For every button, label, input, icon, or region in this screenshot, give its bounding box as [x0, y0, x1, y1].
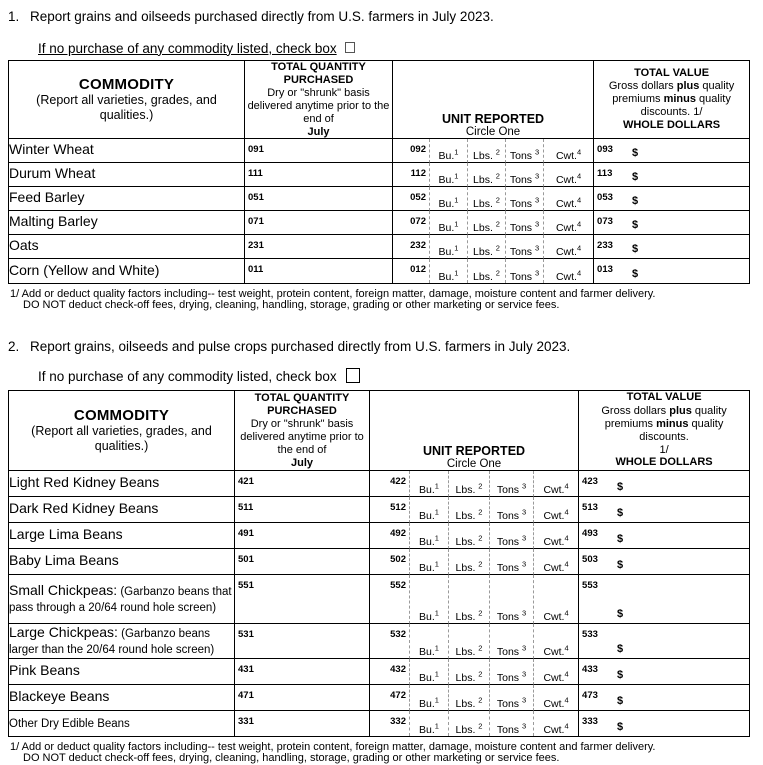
unit-option-bushels[interactable]: Bu.$^1$ — [429, 211, 467, 235]
unit-option-tons[interactable]: Tons $^3$ — [505, 163, 543, 187]
value-item-code: 473 — [582, 689, 598, 701]
unit-code-cell — [369, 659, 409, 685]
table-row — [9, 685, 749, 711]
quantity-entry-cell[interactable] — [234, 471, 369, 497]
table-row — [9, 497, 749, 523]
commodity-cell: Dark Red Kidney Beans — [9, 497, 234, 523]
table-row — [9, 187, 749, 211]
table-1-header-row — [9, 61, 749, 139]
dollar-sign: $ — [632, 218, 639, 231]
value-entry-cell[interactable] — [578, 685, 749, 711]
value-item-code: 053 — [597, 191, 613, 203]
dollar-sign: $ — [632, 146, 639, 159]
commodity-cell: Winter Wheat — [9, 139, 244, 163]
section-1-number: 1. — [8, 9, 20, 24]
dollar-sign: $ — [617, 506, 624, 519]
quantity-item-code: 501 — [238, 553, 254, 565]
unit-code-cell — [392, 163, 429, 187]
value-entry-cell[interactable] — [578, 523, 749, 549]
footnote-reference: 1/ — [659, 443, 669, 456]
section-2-no-purchase-line — [38, 368, 756, 384]
unit-code-cell — [369, 549, 409, 575]
table-row — [9, 659, 749, 685]
unit-code-cell — [369, 471, 409, 497]
quantity-item-code: 531 — [238, 628, 254, 640]
quantity-item-code: 111 — [248, 167, 263, 179]
footnote-line-2: DO NOT deduct check-off fees, drying, cleaning, handling, storage, grading or other marketing or service fees. — [23, 752, 560, 765]
unit-option-cwt[interactable]: Cwt.$^4$ — [543, 211, 593, 235]
unit-option-bushels[interactable]: Bu.$^1$ — [429, 235, 467, 259]
quantity-entry-cell[interactable] — [244, 187, 392, 211]
value-item-code: 333 — [582, 715, 598, 727]
quantity-entry-cell[interactable] — [244, 211, 392, 235]
value-entry-cell[interactable] — [578, 711, 749, 736]
quantity-item-code: 071 — [248, 215, 264, 227]
unit-option-tons[interactable]: Tons $^3$ — [489, 575, 533, 624]
unit-code-cell — [369, 497, 409, 523]
unit-code-cell — [369, 685, 409, 711]
unit-item-code: 072 — [410, 215, 426, 227]
value-entry-cell[interactable] — [578, 549, 749, 575]
dollar-sign: $ — [617, 642, 624, 655]
dollar-sign: $ — [617, 668, 624, 681]
unit-item-code: 332 — [390, 715, 406, 727]
no-purchase-label-2: If no purchase of any commodity listed, check box — [38, 369, 337, 385]
table-row — [9, 163, 749, 187]
unit-option-tons[interactable]: Tons $^3$ — [505, 259, 543, 283]
unit-option-cwt[interactable]: Cwt.$^4$ — [543, 163, 593, 187]
table-row — [9, 575, 749, 624]
unit-option-tons[interactable]: Tons $^3$ — [489, 471, 533, 497]
value-item-code: 433 — [582, 663, 598, 675]
unit-option-tons[interactable]: Tons $^3$ — [505, 235, 543, 259]
unit-option-tons[interactable]: Tons $^3$ — [489, 711, 533, 736]
unit-option-tons[interactable]: Tons $^3$ — [489, 549, 533, 575]
unit-option-cwt[interactable]: Cwt.$^4$ — [533, 471, 578, 497]
no-purchase-checkbox-1[interactable] — [345, 42, 355, 53]
unit-option-cwt[interactable]: Cwt.$^4$ — [543, 187, 593, 211]
commodity-cell: Oats — [9, 235, 244, 259]
commodity-cell: Light Red Kidney Beans — [9, 471, 234, 497]
value-entry-cell[interactable] — [593, 187, 749, 211]
unit-reported-column-header: UNIT REPORTED Circle One — [369, 391, 578, 470]
dollar-sign: $ — [617, 607, 624, 620]
unit-code-cell — [392, 211, 429, 235]
unit-option-pounds[interactable]: Lbs. $^2$ — [448, 711, 489, 736]
value-item-code: 533 — [582, 628, 598, 640]
unit-option-bushels[interactable]: Bu.$^1$ — [409, 471, 448, 497]
value-item-code: 423 — [582, 475, 598, 487]
table-row — [9, 471, 749, 497]
unit-item-code: 532 — [390, 628, 406, 640]
value-entry-cell[interactable] — [593, 211, 749, 235]
commodity-cell: Feed Barley — [9, 187, 244, 211]
commodity-cell: Pink Beans — [9, 659, 234, 685]
value-entry-cell[interactable] — [593, 139, 749, 163]
unit-option-pounds[interactable]: Lbs. $^2$ — [467, 235, 505, 259]
value-item-code: 093 — [597, 143, 613, 155]
commodity-cell: Malting Barley — [9, 211, 244, 235]
no-purchase-checkbox-2[interactable] — [346, 368, 360, 383]
quantity-entry-cell[interactable] — [244, 235, 392, 259]
unit-option-tons[interactable]: Tons $^3$ — [505, 211, 543, 235]
unit-option-bushels[interactable]: Bu.$^1$ — [409, 523, 448, 549]
table-row — [9, 523, 749, 549]
unit-option-bushels[interactable]: Bu.$^1$ — [409, 575, 448, 624]
unit-option-bushels[interactable]: Bu.$^1$ — [429, 163, 467, 187]
quantity-entry-cell[interactable] — [234, 549, 369, 575]
unit-item-code: 492 — [390, 527, 406, 539]
quantity-entry-cell[interactable] — [244, 259, 392, 283]
value-item-code: 503 — [582, 553, 598, 565]
section-2-number: 2. — [8, 338, 20, 354]
quantity-entry-cell[interactable] — [244, 163, 392, 187]
commodity-column-header: COMMODITY (Report all varieties, grades, and qualities.) — [9, 391, 234, 470]
unit-option-tons[interactable]: Tons $^3$ — [489, 685, 533, 711]
unit-item-code: 232 — [410, 239, 426, 251]
unit-option-pounds[interactable]: Lbs. $^2$ — [448, 575, 489, 624]
unit-option-tons[interactable]: Tons $^3$ — [505, 139, 543, 163]
unit-option-bushels[interactable]: Bu.$^1$ — [409, 711, 448, 736]
commodity-cell: Baby Lima Beans — [9, 549, 234, 575]
unit-option-tons[interactable]: Tons $^3$ — [489, 624, 533, 659]
unit-option-pounds[interactable]: Lbs. $^2$ — [448, 497, 489, 523]
value-item-code: 113 — [597, 167, 613, 179]
value-entry-cell[interactable] — [578, 471, 749, 497]
quantity-entry-cell[interactable] — [234, 659, 369, 685]
grains-oilseeds-table — [8, 60, 750, 284]
quantity-item-code: 491 — [238, 527, 254, 539]
commodity-cell: Durum Wheat — [9, 163, 244, 187]
unit-code-cell — [392, 187, 429, 211]
unit-option-bushels[interactable]: Bu.$^1$ — [429, 187, 467, 211]
table-row — [9, 711, 749, 736]
unit-option-cwt[interactable]: Cwt.$^4$ — [543, 139, 593, 163]
unit-option-bushels[interactable]: Bu.$^1$ — [409, 624, 448, 659]
quantity-item-code: 421 — [238, 475, 254, 487]
unit-option-pounds[interactable]: Lbs. $^2$ — [467, 187, 505, 211]
value-entry-cell[interactable] — [593, 235, 749, 259]
footnote-line-1: 1/ Add or deduct quality factors including-- test weight, protein content, foreign matter, damage, moisture content and farmer delivery. — [10, 287, 656, 300]
unit-option-bushels[interactable]: Bu.$^1$ — [429, 139, 467, 163]
quantity-entry-cell[interactable] — [234, 497, 369, 523]
unit-option-bushels[interactable]: Bu.$^1$ — [409, 549, 448, 575]
commodity-cell: Large Chickpeas: (Garbanzo beans larger than the 20/64 round hole screen) — [9, 624, 234, 659]
quantity-entry-cell[interactable] — [234, 685, 369, 711]
no-purchase-label-1: If no purchase of any commodity listed, check box — [38, 40, 337, 56]
unit-option-pounds[interactable]: Lbs. $^2$ — [467, 139, 505, 163]
unit-item-code: 112 — [410, 167, 426, 179]
value-entry-cell[interactable] — [578, 497, 749, 523]
unit-item-code: 422 — [390, 475, 406, 487]
commodity-cell: Large Lima Beans — [9, 523, 234, 549]
table-row — [9, 624, 749, 659]
unit-option-cwt[interactable]: Cwt.$^4$ — [533, 685, 578, 711]
unit-code-cell — [369, 624, 409, 659]
dollar-sign: $ — [632, 170, 639, 183]
section-1-title — [8, 9, 756, 25]
table-row — [9, 211, 749, 235]
unit-code-cell — [392, 259, 429, 283]
dollar-sign: $ — [617, 694, 624, 707]
dollar-sign: $ — [632, 267, 639, 280]
unit-item-code: 092 — [410, 143, 426, 155]
unit-option-bushels[interactable]: Bu.$^1$ — [409, 685, 448, 711]
value-item-code: 233 — [597, 239, 613, 251]
quantity-item-code: 051 — [248, 191, 264, 203]
commodity-column-header: COMMODITY (Report all varieties, grades, and qualities.) — [9, 61, 244, 139]
quantity-entry-cell[interactable] — [244, 139, 392, 163]
unit-code-cell — [369, 523, 409, 549]
dollar-sign: $ — [617, 480, 624, 493]
quantity-entry-cell[interactable] — [234, 575, 369, 624]
value-item-code: 493 — [582, 527, 598, 539]
value-entry-cell[interactable] — [578, 575, 749, 624]
unit-item-code: 512 — [390, 501, 406, 513]
unit-option-bushels[interactable]: Bu.$^1$ — [429, 259, 467, 283]
table-row — [9, 259, 749, 283]
dollar-sign: $ — [617, 558, 624, 571]
unit-option-cwt[interactable]: Cwt.$^4$ — [533, 659, 578, 685]
section-2-title — [8, 339, 756, 355]
section-1-no-purchase-line — [38, 41, 756, 56]
unit-option-pounds[interactable]: Lbs. $^2$ — [448, 523, 489, 549]
unit-code-cell — [369, 575, 409, 624]
quantity-item-code: 231 — [248, 239, 264, 251]
unit-option-cwt[interactable]: Cwt.$^4$ — [543, 235, 593, 259]
footnote-line-1: 1/ Add or deduct quality factors including-- test weight, protein content, foreign matter, damage, moisture content and farmer delivery. — [10, 740, 656, 753]
total-quantity-column-header: TOTAL QUANTITY PURCHASED Dry or "shrunk" basis delivered anytime prior to the end of July — [244, 61, 392, 139]
quantity-item-code: 331 — [238, 715, 254, 727]
unit-item-code: 052 — [410, 191, 426, 203]
unit-item-code: 552 — [390, 579, 406, 591]
unit-reported-column-header: UNIT REPORTED Circle One — [392, 61, 593, 139]
quantity-item-code: 091 — [248, 143, 264, 155]
total-value-column-header: TOTAL VALUE Gross dollars plus quality premiums minus quality discounts. 1/ WHOLE DOLLARS — [593, 61, 749, 139]
value-item-code: 513 — [582, 501, 598, 513]
value-item-code: 073 — [597, 215, 613, 227]
pulse-crops-table — [8, 390, 750, 736]
commodity-cell: Corn (Yellow and White) — [9, 261, 160, 278]
unit-option-cwt[interactable]: Cwt.$^4$ — [533, 497, 578, 523]
value-entry-cell[interactable] — [578, 624, 749, 659]
unit-item-code: 472 — [390, 689, 406, 701]
commodity-cell: Other Dry Edible Beans — [9, 718, 130, 731]
value-entry-cell[interactable] — [593, 259, 749, 283]
dollar-sign: $ — [632, 242, 639, 255]
section-2-footnote — [10, 742, 756, 765]
unit-option-tons[interactable]: Tons $^3$ — [489, 523, 533, 549]
quantity-item-code: 011 — [248, 263, 264, 275]
section-1-footnote — [10, 289, 756, 312]
unit-option-cwt[interactable]: Cwt.$^4$ — [533, 575, 578, 624]
value-item-code: 013 — [597, 263, 613, 275]
table-row — [9, 549, 749, 575]
unit-option-pounds[interactable]: Lbs. $^2$ — [448, 685, 489, 711]
value-entry-cell[interactable] — [578, 659, 749, 685]
unit-option-cwt[interactable]: Cwt.$^4$ — [543, 259, 593, 283]
unit-option-cwt[interactable]: Cwt.$^4$ — [533, 549, 578, 575]
unit-item-code: 012 — [410, 263, 426, 275]
unit-item-code: 502 — [390, 553, 406, 565]
unit-option-pounds[interactable]: Lbs. $^2$ — [448, 549, 489, 575]
unit-option-pounds[interactable]: Lbs. $^2$ — [467, 211, 505, 235]
unit-option-bushels[interactable]: Bu.$^1$ — [409, 497, 448, 523]
total-value-column-header: TOTAL VALUE Gross dollars plus quality premiums minus quality discounts. 1/ WHOLE DOLLARS — [578, 391, 749, 470]
section-1-title-text: Report grains and oilseeds purchased directly from U.S. farmers in July 2023. — [30, 9, 494, 24]
footnote-line-2: DO NOT deduct check-off fees, drying, cleaning, handling, storage, grading or other marketing or service fees. — [23, 299, 560, 312]
unit-option-cwt[interactable]: Cwt.$^4$ — [533, 624, 578, 659]
quantity-item-code: 431 — [238, 663, 254, 675]
unit-option-bushels[interactable]: Bu.$^1$ — [409, 659, 448, 685]
unit-option-pounds[interactable]: Lbs. $^2$ — [448, 659, 489, 685]
total-quantity-column-header: TOTAL QUANTITY PURCHASED Dry or "shrunk" basis delivered anytime prior to the end of July — [234, 391, 369, 470]
unit-code-cell — [392, 139, 429, 163]
dollar-sign: $ — [632, 194, 639, 207]
unit-item-code: 432 — [390, 663, 406, 675]
table-row — [9, 139, 749, 163]
unit-option-pounds[interactable]: Lbs. $^2$ — [467, 259, 505, 283]
quantity-entry-cell[interactable] — [234, 711, 369, 736]
quantity-item-code: 551 — [238, 579, 254, 591]
table-row — [9, 235, 749, 259]
unit-option-pounds[interactable]: Lbs. $^2$ — [467, 163, 505, 187]
table-2-header-row — [9, 391, 749, 470]
unit-option-cwt[interactable]: Cwt.$^4$ — [533, 711, 578, 736]
value-item-code: 553 — [582, 579, 598, 591]
dollar-sign: $ — [617, 720, 624, 733]
quantity-item-code: 511 — [238, 501, 254, 513]
commodity-cell: Blackeye Beans — [9, 685, 234, 711]
unit-option-tons[interactable]: Tons $^3$ — [489, 497, 533, 523]
quantity-entry-cell[interactable] — [234, 523, 369, 549]
commodity-cell: Small Chickpeas: (Garbanzo beans that pass through a 20/64 round hole screen) — [9, 575, 234, 624]
unit-code-cell — [392, 235, 429, 259]
quantity-entry-cell[interactable] — [234, 624, 369, 659]
dollar-sign: $ — [617, 532, 624, 545]
value-entry-cell[interactable] — [593, 163, 749, 187]
section-2-title-text: Report grains, oilseeds and pulse crops purchased directly from U.S. farmers in July 2023. — [30, 338, 571, 354]
unit-option-tons[interactable]: Tons $^3$ — [489, 659, 533, 685]
unit-option-pounds[interactable]: Lbs. $^2$ — [448, 471, 489, 497]
unit-option-tons[interactable]: Tons $^3$ — [505, 187, 543, 211]
unit-option-cwt[interactable]: Cwt.$^4$ — [533, 523, 578, 549]
unit-option-pounds[interactable]: Lbs. $^2$ — [448, 624, 489, 659]
quantity-item-code: 471 — [238, 689, 254, 701]
unit-code-cell — [369, 711, 409, 736]
